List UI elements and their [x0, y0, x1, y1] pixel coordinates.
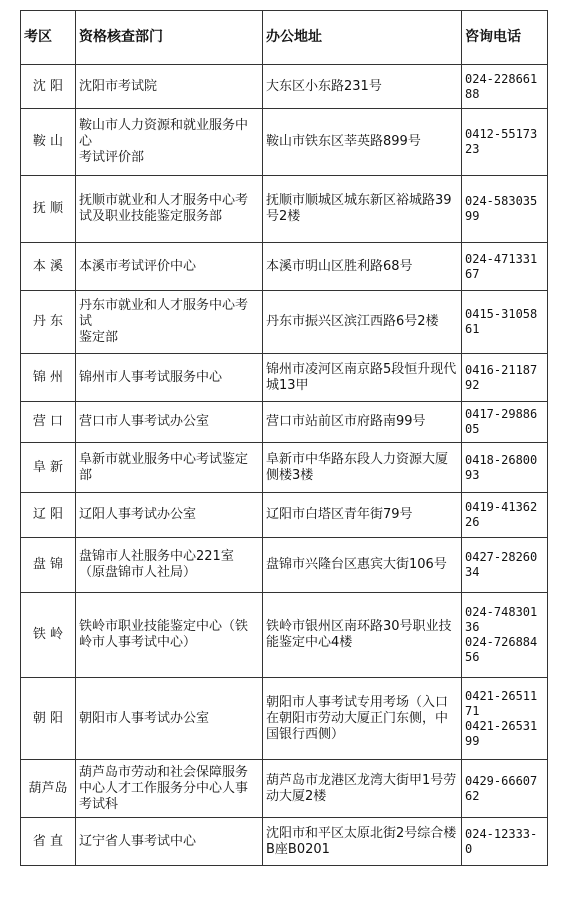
phone-cell: 0418-2680093: [462, 443, 548, 493]
phone-cell: 0416-2118792: [462, 354, 548, 402]
dept-cell: 沈阳市考试院: [76, 65, 263, 109]
phone-cell: 0427-2826034: [462, 538, 548, 593]
phone-cell: 024-74830136 024-72688456: [462, 593, 548, 678]
region-cell: 铁 岭: [21, 593, 76, 678]
table-row: [21, 402, 548, 443]
dept-cell: 葫芦岛市劳动和社会保障服务中心人才工作服务分中心人事考试科: [76, 760, 263, 818]
header-dept: 资格核查部门: [76, 11, 263, 65]
table-row: [21, 109, 548, 176]
phone-cell: 0415-3105861: [462, 291, 548, 354]
address-cell: 营口市站前区市府路南99号: [263, 402, 462, 443]
dept-cell: 鞍山市人力资源和就业服务中心 考试评价部: [76, 109, 263, 176]
region-cell: 锦 州: [21, 354, 76, 402]
address-cell: 朝阳市人事考试专用考场（入口在朝阳市劳动大厦正门东侧，中国银行西侧）: [263, 678, 462, 760]
region-cell: 营 口: [21, 402, 76, 443]
table-row: [21, 538, 548, 593]
table-row: [21, 493, 548, 538]
phone-cell: 024-58303599: [462, 176, 548, 243]
region-cell: 葫芦岛: [21, 760, 76, 818]
phone-cell: 024-12333-0: [462, 818, 548, 866]
region-cell: 省 直: [21, 818, 76, 866]
region-cell: 丹 东: [21, 291, 76, 354]
dept-cell: 铁岭市职业技能鉴定中心（铁岭市人事考试中心）: [76, 593, 263, 678]
phone-cell: 024-47133167: [462, 243, 548, 291]
dept-cell: 营口市人事考试办公室: [76, 402, 263, 443]
table-body: [21, 65, 548, 866]
table-row: [21, 443, 548, 493]
region-cell: 抚 顺: [21, 176, 76, 243]
exam-contact-table: [20, 10, 548, 866]
address-cell: 丹东市振兴区滨江西路6号2楼: [263, 291, 462, 354]
header-row: [21, 11, 548, 65]
dept-cell: 抚顺市就业和人才服务中心考试及职业技能鉴定服务部: [76, 176, 263, 243]
address-cell: 铁岭市银州区南环路30号职业技能鉴定中心4楼: [263, 593, 462, 678]
address-cell: 阜新市中华路东段人力资源大厦侧楼3楼: [263, 443, 462, 493]
region-cell: 朝 阳: [21, 678, 76, 760]
table-row: [21, 593, 548, 678]
phone-cell: 0429-6660762: [462, 760, 548, 818]
dept-cell: 盘锦市人社服务中心221室（原盘锦市人社局）: [76, 538, 263, 593]
phone-cell: 0412-5517323: [462, 109, 548, 176]
table-row: [21, 818, 548, 866]
header-phone: 咨询电话: [462, 11, 548, 65]
header-region: 考区: [21, 11, 76, 65]
address-cell: 沈阳市和平区太原北街2号综合楼B座B0201: [263, 818, 462, 866]
dept-cell: 本溪市考试评价中心: [76, 243, 263, 291]
address-cell: 大东区小东路231号: [263, 65, 462, 109]
table-row: [21, 243, 548, 291]
table-row: [21, 176, 548, 243]
phone-cell: 0419-4136226: [462, 493, 548, 538]
phone-cell: 0417-2988605: [462, 402, 548, 443]
address-cell: 辽阳市白塔区青年街79号: [263, 493, 462, 538]
table-row: [21, 354, 548, 402]
address-cell: 锦州市凌河区南京路5段恒升现代城13甲: [263, 354, 462, 402]
dept-cell: 朝阳市人事考试办公室: [76, 678, 263, 760]
header-address: 办公地址: [263, 11, 462, 65]
dept-cell: 辽宁省人事考试中心: [76, 818, 263, 866]
region-cell: 辽 阳: [21, 493, 76, 538]
table-row: [21, 760, 548, 818]
address-cell: 本溪市明山区胜利路68号: [263, 243, 462, 291]
region-cell: 鞍 山: [21, 109, 76, 176]
dept-cell: 丹东市就业和人才服务中心考试 鉴定部: [76, 291, 263, 354]
address-cell: 盘锦市兴隆台区惠宾大街106号: [263, 538, 462, 593]
address-cell: 葫芦岛市龙港区龙湾大街甲1号劳动大厦2楼: [263, 760, 462, 818]
region-cell: 盘 锦: [21, 538, 76, 593]
region-cell: 沈 阳: [21, 65, 76, 109]
dept-cell: 锦州市人事考试服务中心: [76, 354, 263, 402]
dept-cell: 辽阳人事考试办公室: [76, 493, 263, 538]
table-row: [21, 65, 548, 109]
address-cell: 抚顺市顺城区城东新区裕城路39号2楼: [263, 176, 462, 243]
region-cell: 阜 新: [21, 443, 76, 493]
table-row: [21, 678, 548, 760]
dept-cell: 阜新市就业服务中心考试鉴定部: [76, 443, 263, 493]
table-row: [21, 291, 548, 354]
region-cell: 本 溪: [21, 243, 76, 291]
phone-cell: 0421-2651171 0421-2653199: [462, 678, 548, 760]
address-cell: 鞍山市铁东区莘英路899号: [263, 109, 462, 176]
phone-cell: 024-22866188: [462, 65, 548, 109]
